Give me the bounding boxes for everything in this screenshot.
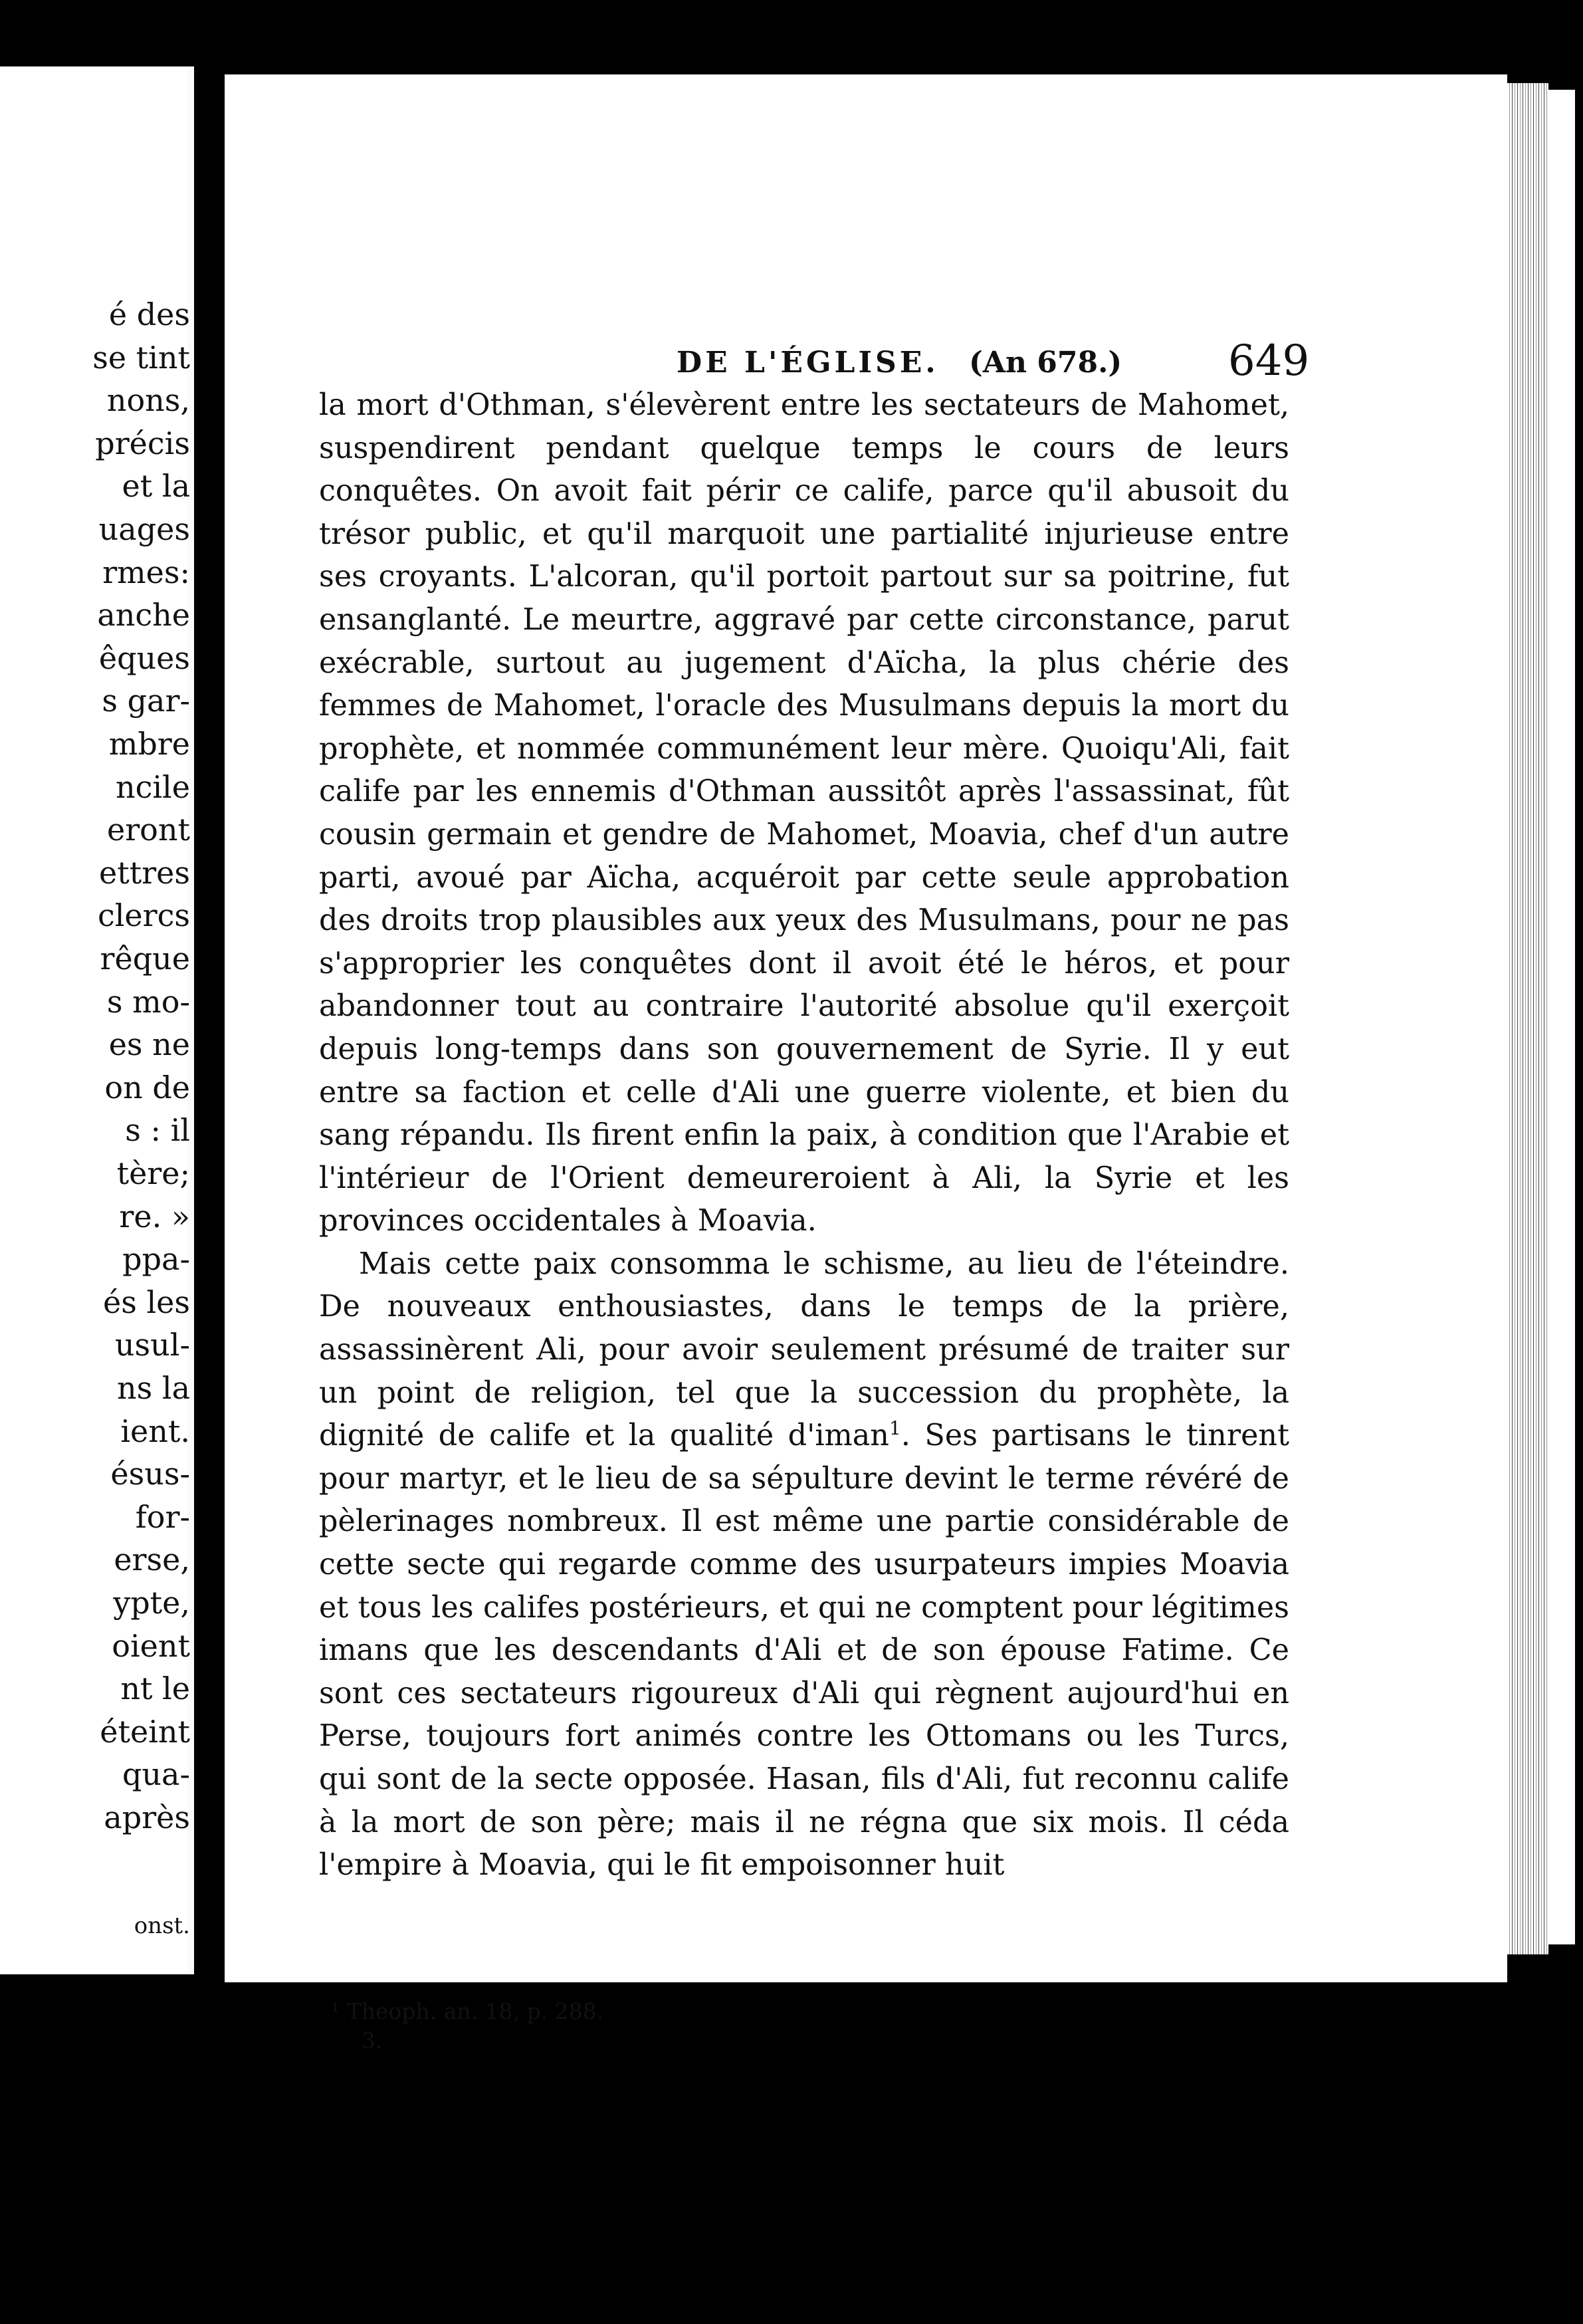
left-facing-page [0,66,194,1974]
left-page-fragment: nt le [120,1671,190,1707]
left-page-fragment: re. » [119,1198,190,1234]
left-page-fragment: rêque [100,941,190,977]
book-gutter [194,60,225,1981]
page-number: 649 [1228,336,1310,386]
left-page-fragment: êques [98,639,190,676]
body-text [319,384,1289,1887]
left-page-fragment: clercs [97,897,190,934]
page-stack-edge-outer [1548,90,1575,1944]
left-page-fragment: eront [106,812,190,848]
left-page-fragment: ncile [115,768,190,805]
left-page-fragment: nons, [106,382,190,419]
left-page-fragment: tère; [116,1155,190,1191]
left-page-fragment: usul- [114,1327,190,1363]
page-stack-edge [1507,83,1548,1954]
left-page-fragment: mbre [108,726,190,762]
main-page [225,74,1507,2053]
left-page-fragment: ppa- [122,1241,190,1278]
left-page-fragment: és les [103,1284,190,1320]
paragraph-1: la mort d'Othman, s'élevèrent entre les sectateurs de Mahomet, suspendirent pendant quelque temps le cours de leurs conquêtes. On avoit fait périr ce calife, parce qu'il abusoit du trésor public, et qu'il marquoit une partialité injurieuse entre ses croyants. L'alcoran, qu'il portoit partout sur sa poitrine, fut ensanglanté. Le meurtre, aggravé par cette circonstance, parut exécrable, surtout au jugement d'Aïcha, la plus chérie des femmes de Mahomet, l'oracle des Musulmans depuis la mort du prophète, et nommée communément leur mère. Quoiqu'Ali, fait calife par les ennemis d'Othman aussitôt après l'assassinat, fût cousin germain et gendre de Mahomet, Moavia, chef d'un autre parti, avoué par Aïcha, acquéroit par cette seule approbation des droits trop plausibles aux yeux des Musulmans, pour ne pas s'approprier les conquêtes dont il avoit été le héros, et pour abandonner tout au contraire l'autorité absolue qu'il exerçoit depuis long-temps dans son gouvernement de Syrie. Il y eut entre sa faction et celle d'Ali une guerre violente, et bien du sang répandu. Ils firent enfin la paix, à condition que l'Arabie et l'intérieur de l'Orient demeureroient à Ali, la Syrie et les provinces occidentales à Moavia. [319,388,1289,1238]
running-head-year: (An 678.) [969,346,1122,380]
footnote-reference[interactable]: 1 [889,1417,901,1440]
left-page-fragment: ns la [117,1370,190,1406]
left-page-fragment: se tint [92,339,190,376]
left-page-fragment: précis [95,425,190,461]
running-head-title: DE L'ÉGLISE. [677,346,939,380]
left-page-fragment: ypte, [113,1585,190,1621]
left-page-fragment: for- [135,1498,190,1535]
footnotes [331,1997,863,2055]
paragraph-2 [319,1243,1289,1887]
left-page-fragment: es ne [108,1026,190,1063]
left-page-fragment: oient [112,1627,190,1664]
left-page-fragment: après [104,1800,190,1835]
left-page-fragment: ésus- [110,1456,190,1492]
left-page-fragment: é des [108,296,190,332]
running-head [225,336,1507,386]
paragraph-2-part-1: Mais cette paix consomma le schisme, au lieu de l'éteindre. De nouveaux enthousiastes, dans le temps de la prière, assassinèrent Ali, pour avoir seulement présumé de traiter sur un point de religion, tel que la succession du prophète, la dignité de calife et la qualité d'iman [319,1246,1289,1453]
left-page-fragment: uages [98,511,190,547]
left-page-fragment: qua- [122,1756,190,1793]
left-page-fragment: s gar- [102,683,190,719]
left-page-fragment: éteint [100,1713,190,1750]
left-page-fragment: s : il [125,1112,190,1149]
paragraph-2-part-2: . Ses partisans le tinrent pour martyr, et le lieu de sa sépulture devint le terme révéré de pèlerinages nombreux. Il est même une partie considérable de cette secte qui regarde comme des usurpateurs impies Moavia et tous les califes postérieurs, et qui ne comptent pour légitimes imans que les descendants d'Ali et de son épouse Fatime. Ce sont ces sectateurs rigoureux d'Ali qui règnent aujourd'hui en Perse, toujours fort animés contre les Ottomans ou les Turcs, qui sont de la secte opposée. Hasan, fils d'Ali, fut reconnu calife à la mort de son père; mais il ne régna que six mois. Il céda l'empire à Moavia, qui le fit empoisonner huit [319,1419,1289,1883]
left-page-fragment: on de [104,1069,190,1105]
left-page-fragment: onst. [134,1913,190,1939]
left-page-fragment: ient. [120,1413,190,1449]
left-page-fragment: rmes: [102,554,190,590]
signature-mark: 3. [362,2028,383,2053]
left-page-fragment: anche [97,597,190,634]
footnote-1: ¹ Theoph. an. 18, p. 288. [331,1998,604,2024]
left-page-fragment: ettres [98,854,190,891]
left-page-fragment: et la [122,468,190,505]
left-page-fragment: erse, [114,1542,190,1578]
left-page-fragment: s mo- [106,983,190,1020]
